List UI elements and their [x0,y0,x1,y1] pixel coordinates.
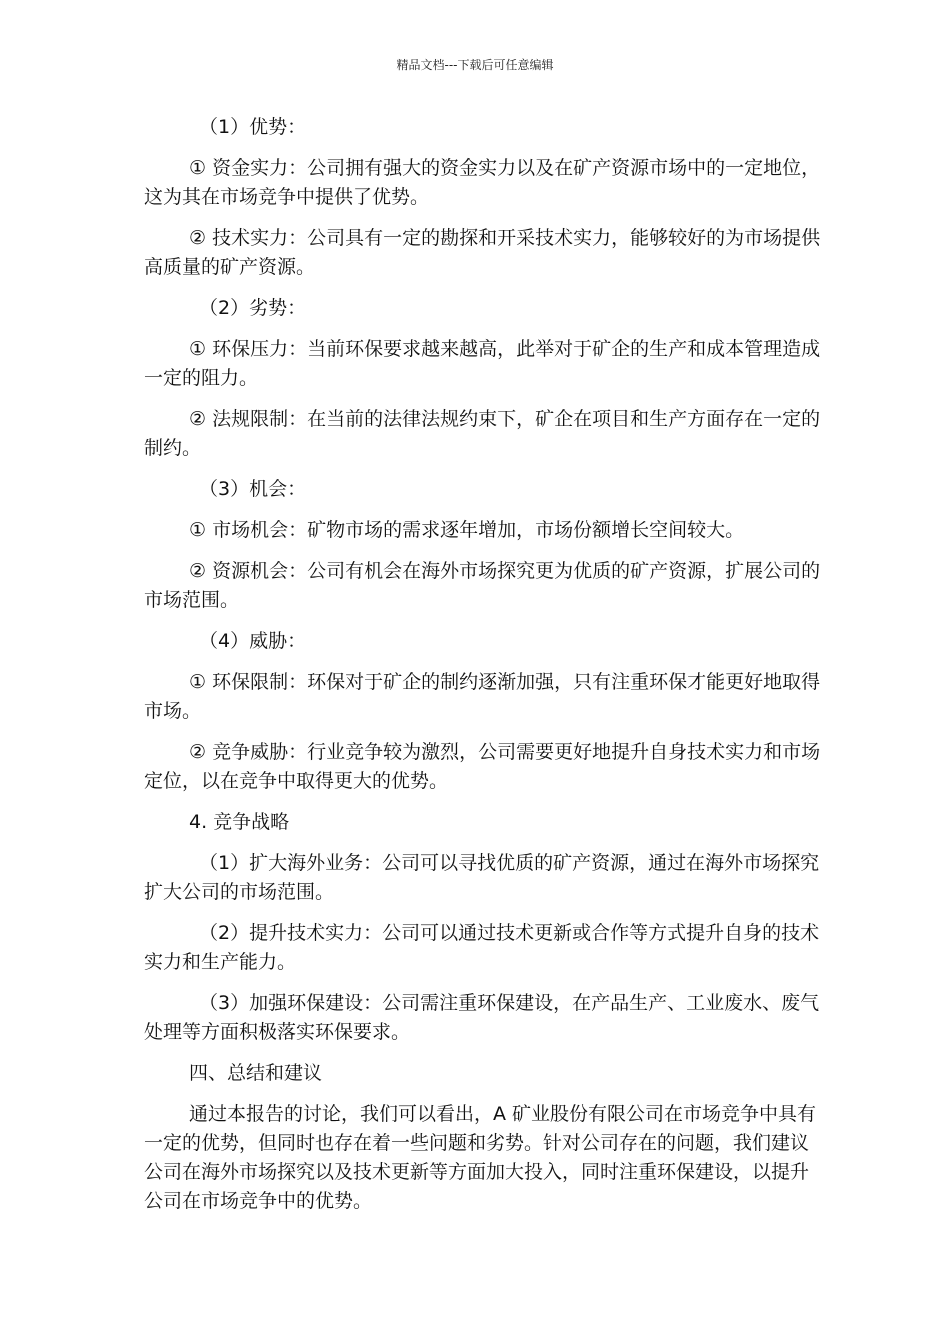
opportunity-item-market: ① 市场机会：矿物市场的需求逐年增加，市场份额增长空间较大。 [189,519,745,541]
weaknesses-heading: （2）劣势： [199,297,307,319]
page-header: 精品文档---下载后可任意编辑 [396,58,554,72]
document-body [144,113,824,1228]
weakness-item-regulatory-limits: ② 法规限制：在当前的法律法规约束下，矿企在项目和生产方面存在一定的制约。 [144,408,821,459]
opportunity-item-resources: ② 资源机会：公司有机会在海外市场探究更为优质的矿产资源，扩展公司的市场范围。 [144,560,821,611]
conclusion-text: 通过本报告的讨论，我们可以看出，A 矿业股份有限公司在市场竞争中具有一定的优势，但同时也存在着一些问题和劣势。针对公司存在的问题，我们建议公司在海外市场探究以及技术更新等方面加大投入，同时注重环保建设，以提升公司在市场竞争中的优势。 [144,1103,817,1212]
strength-item-technology: ② 技术实力：公司具有一定的勘探和开采技术实力，能够较好的为市场提供高质量的矿产资源。 [144,227,821,278]
threats-heading: （4）威胁： [199,630,307,652]
opportunities-heading: （3）机会： [199,478,307,500]
conclusion-heading: 四、总结和建议 [189,1062,323,1084]
threat-item-competition: ② 竞争威胁：行业竞争较为激烈，公司需要更好地提升自身技术实力和市场定位，以在竞争中取得更大的优势。 [144,741,821,792]
strategy-item-overseas: （1）扩大海外业务：公司可以寻找优质的矿产资源，通过在海外市场探究扩大公司的市场范围。 [144,852,820,903]
strengths-heading: （1）优势： [199,116,307,138]
weakness-item-environmental-pressure: ① 环保压力：当前环保要求越来越高，此举对于矿企的生产和成本管理造成一定的阻力。 [144,338,821,389]
threat-item-environmental-limits: ① 环保限制：环保对于矿企的制约逐渐加强，只有注重环保才能更好地取得市场。 [144,671,821,722]
strength-item-capital: ① 资金实力：公司拥有强大的资金实力以及在矿产资源市场中的一定地位，这为其在市场竞争中提供了优势。 [144,157,821,208]
strategy-item-environment: （3）加强环保建设：公司需注重环保建设，在产品生产、工业废水、废气处理等方面积极落实环保要求。 [144,992,820,1043]
strategy-heading: 4. 竞争战略 [189,811,290,833]
strategy-item-technology: （2）提升技术实力：公司可以通过技术更新或合作等方式提升自身的技术实力和生产能力。 [144,922,820,973]
